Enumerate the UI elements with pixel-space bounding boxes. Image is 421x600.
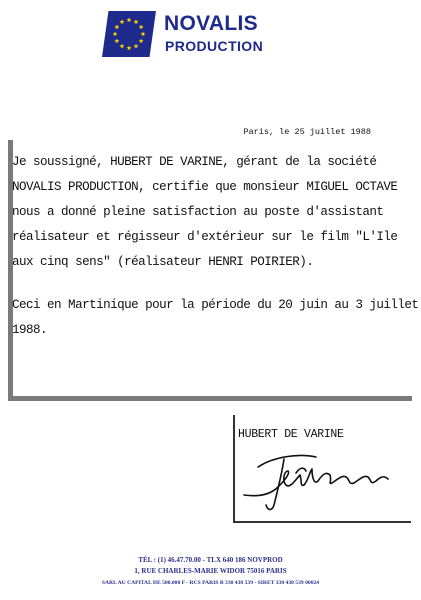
- star-icon: [120, 19, 125, 24]
- closing-line: Ceci en Martinique pour la période du 20 juin au 3 juillet: [12, 298, 419, 312]
- eu-flag-logo: [102, 11, 156, 57]
- company-subtitle: PRODUCTION: [165, 38, 264, 54]
- star-icon: [114, 38, 119, 43]
- star-icon: [139, 38, 144, 43]
- signatory-name: HUBERT DE VARINE: [238, 428, 344, 441]
- star-icon: [134, 44, 139, 49]
- footer-address: 1, RUE CHARLES-MARIE WIDOR 75016 PARIS: [134, 567, 287, 575]
- handwritten-signature: [238, 445, 408, 515]
- body-line: nous a donné pleine satisfaction au poste d'assistant: [12, 205, 384, 219]
- star-icon: [141, 31, 146, 36]
- star-icon: [134, 19, 139, 24]
- letter-date: Paris, le 25 juillet 1988: [243, 127, 371, 137]
- letter-body: [12, 150, 419, 343]
- closing-line: 1988.: [12, 323, 48, 337]
- body-line: Je soussigné, HUBERT DE VARINE, gérant de la société: [12, 155, 377, 169]
- letter-paragraph-closing: [12, 293, 419, 343]
- star-icon: [113, 31, 118, 36]
- star-icon: [127, 17, 132, 22]
- star-ring-icon: [102, 11, 156, 57]
- body-line: NOVALIS PRODUCTION, certifie que monsieur MIGUEL OCTAVE: [12, 180, 398, 194]
- company-name: NOVALIS: [164, 12, 258, 35]
- body-line: réalisateur et régisseur d'extérieur sur le film "L'Ile: [12, 230, 398, 244]
- footer-legal: SARL AU CAPITAL DE 500.000 F - RCS PARIS B 330 430 539 - SIRET 330 430 539 00024: [101, 580, 320, 586]
- star-icon: [139, 24, 144, 29]
- body-line: aux cinq sens" (réalisateur HENRI POIRIER).: [12, 255, 314, 269]
- star-icon: [120, 44, 125, 49]
- footer-phone: TÉL : (1) 46.47.70.00 - TLX 640 186 NOVPROD: [138, 556, 283, 564]
- star-icon: [127, 45, 132, 50]
- star-icon: [114, 24, 119, 29]
- letter-paragraph-main: [12, 150, 407, 275]
